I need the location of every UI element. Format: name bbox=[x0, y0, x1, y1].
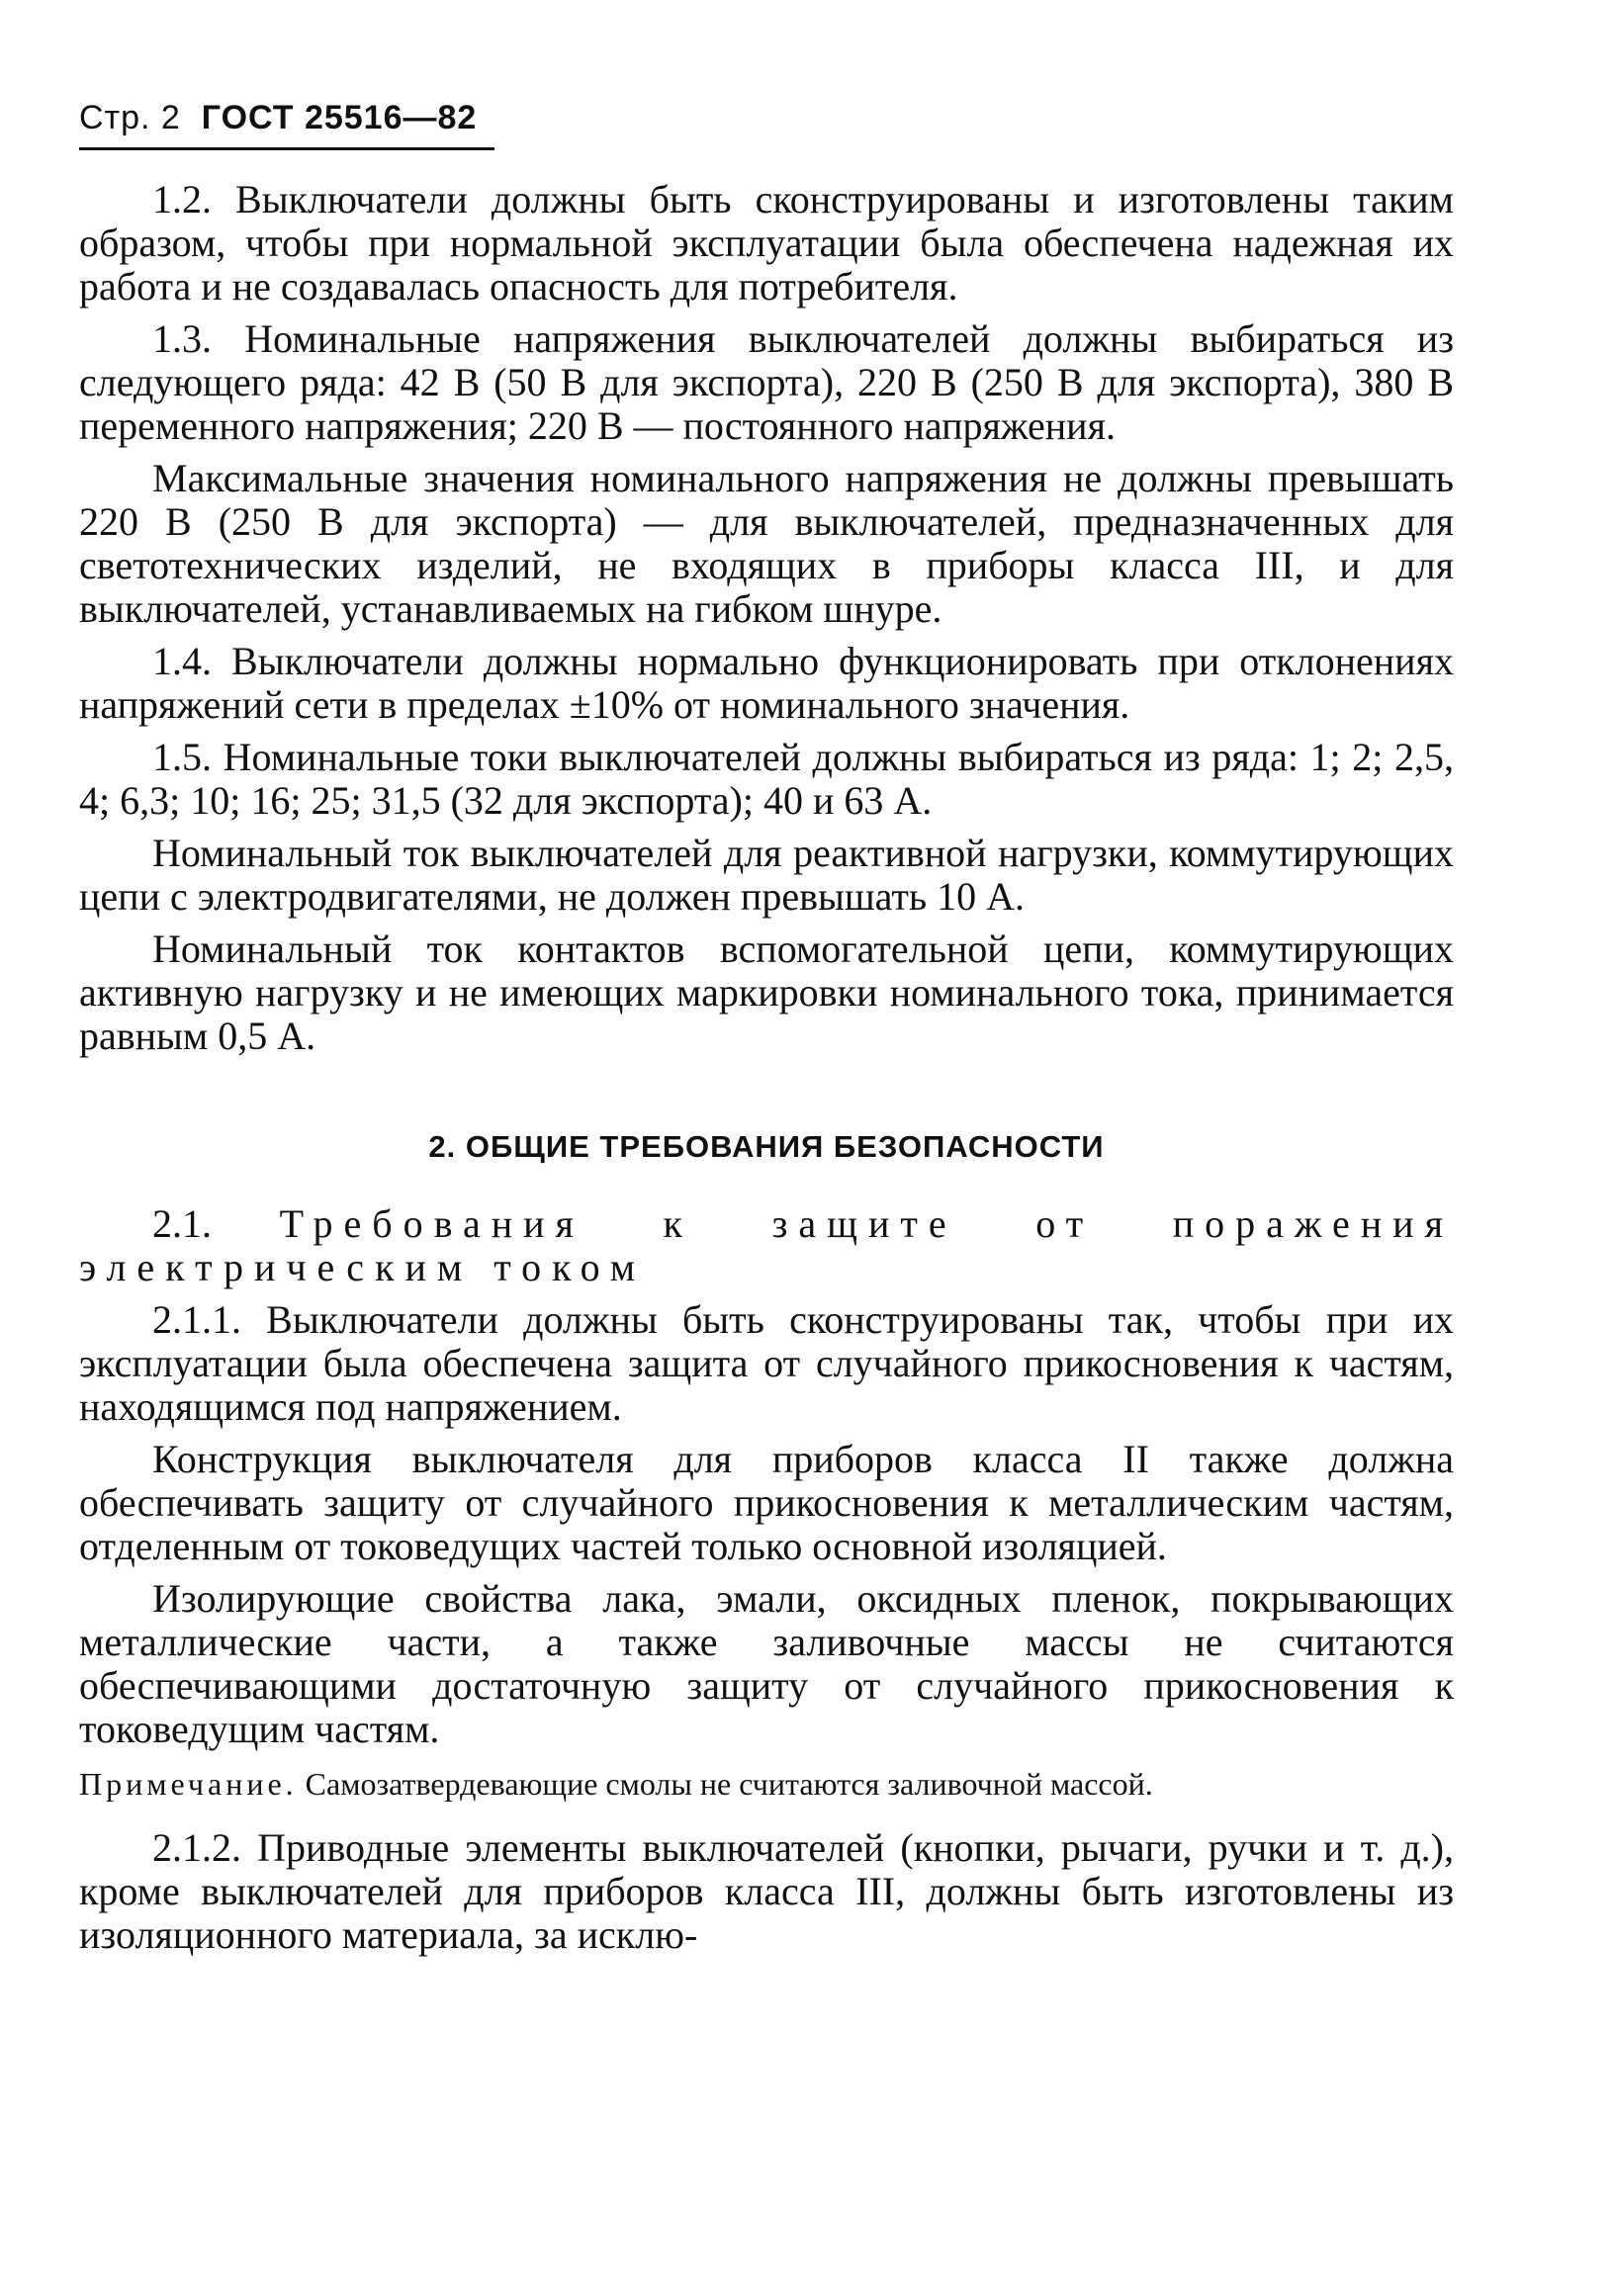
clause-1-5-auxiliary-contacts: Номинальный ток контактов вспомогательной цепи, коммутирующих активную нагрузку и не имеющих маркировки номинального тока, принимается равным 0,5 А. bbox=[79, 927, 1454, 1058]
running-header bbox=[79, 99, 494, 150]
standard-designation: ГОСТ 25516—82 bbox=[201, 99, 478, 136]
clause-2-1-2: 2.1.2. Приводные элементы выключателей (кнопки, рычаги, ручки и т. д.), кроме выключателей для приборов класса III, должны быть изготовлены из изоляционного материала, за исклю- bbox=[79, 1825, 1454, 1957]
clause-1-2: 1.2. Выключатели должны быть сконструированы и изготовлены таким образом, чтобы при нормальной эксплуатации была обеспечена надежная их работа и не создавалась опасность для потребителя. bbox=[79, 177, 1454, 309]
section-title: 2. ОБЩИЕ ТРЕБОВАНИЯ БЕЗОПАСНОСТИ bbox=[428, 1129, 1105, 1164]
clause-1-5: 1.5. Номинальные токи выключателей должны выбираться из ряда: 1; 2; 2,5, 4; 6,3; 10; 16; 25; 31,5 (32 для экспорта); 40 и 63 А. bbox=[79, 735, 1454, 823]
note-text: Самозатвердевающие смолы не считаются заливочной массой. bbox=[305, 1766, 1153, 1802]
subsection-title: Требования к защите от поражения электрическим током bbox=[79, 1201, 1454, 1289]
page-number: Стр. 2 bbox=[79, 99, 181, 136]
document-page bbox=[79, 99, 1454, 1966]
note-label: Примечание. bbox=[79, 1766, 298, 1802]
clause-1-5-reactive-load: Номинальный ток выключателей для реактивной нагрузки, коммутирующих цепи с электродвигателями, не должен превышать 10 А. bbox=[79, 831, 1454, 919]
clause-1-block bbox=[79, 178, 1454, 1058]
clause-2-1-1-class-ii: Конструкция выключателя для приборов класса II также должна обеспечивать защиту от случайного прикосновения к металлическим частям, отделенным от токоведущих частей только основной изоляцией. bbox=[79, 1437, 1454, 1568]
note bbox=[79, 1765, 1454, 1803]
clause-2-1-1-insulating-properties: Изолирующие свойства лака, эмали, оксидных пленок, покрывающих металлические части, а также заливочные массы не считаются обеспечивающими достаточную защиту от случайного прикосновения к токоведущим частям. bbox=[79, 1576, 1454, 1751]
subsection-number: 2.1. bbox=[152, 1201, 212, 1246]
subsection-heading bbox=[79, 1202, 1454, 1289]
clause-2-block bbox=[79, 1202, 1454, 1957]
clause-1-3: 1.3. Номинальные напряжения выключателей должны выбираться из следующего ряда: 42 В (50 В для экспорта), 220 В (250 В для экспорта), 380 В переменного напряжения; 220 В — постоянного напряжения. bbox=[79, 316, 1454, 448]
clause-1-3-max-voltage: Максимальные значения номинального напряжения не должны превышать 220 В (250 В для экспорта) — для выключателей, предназначенных для светотехнических изделий, не входящих в приборы класса III, и для выключателей, устанавливаемых на гибком шнуре. bbox=[79, 456, 1454, 631]
clause-2-1-1: 2.1.1. Выключатели должны быть сконструированы так, чтобы при их эксплуатации была обеспечена защита от случайного прикосновения к частям, находящимся под напряжением. bbox=[79, 1297, 1454, 1429]
clause-1-4: 1.4. Выключатели должны нормально функционировать при отклонениях напряжений сети в пределах ±10% от номинального значения. bbox=[79, 639, 1454, 727]
